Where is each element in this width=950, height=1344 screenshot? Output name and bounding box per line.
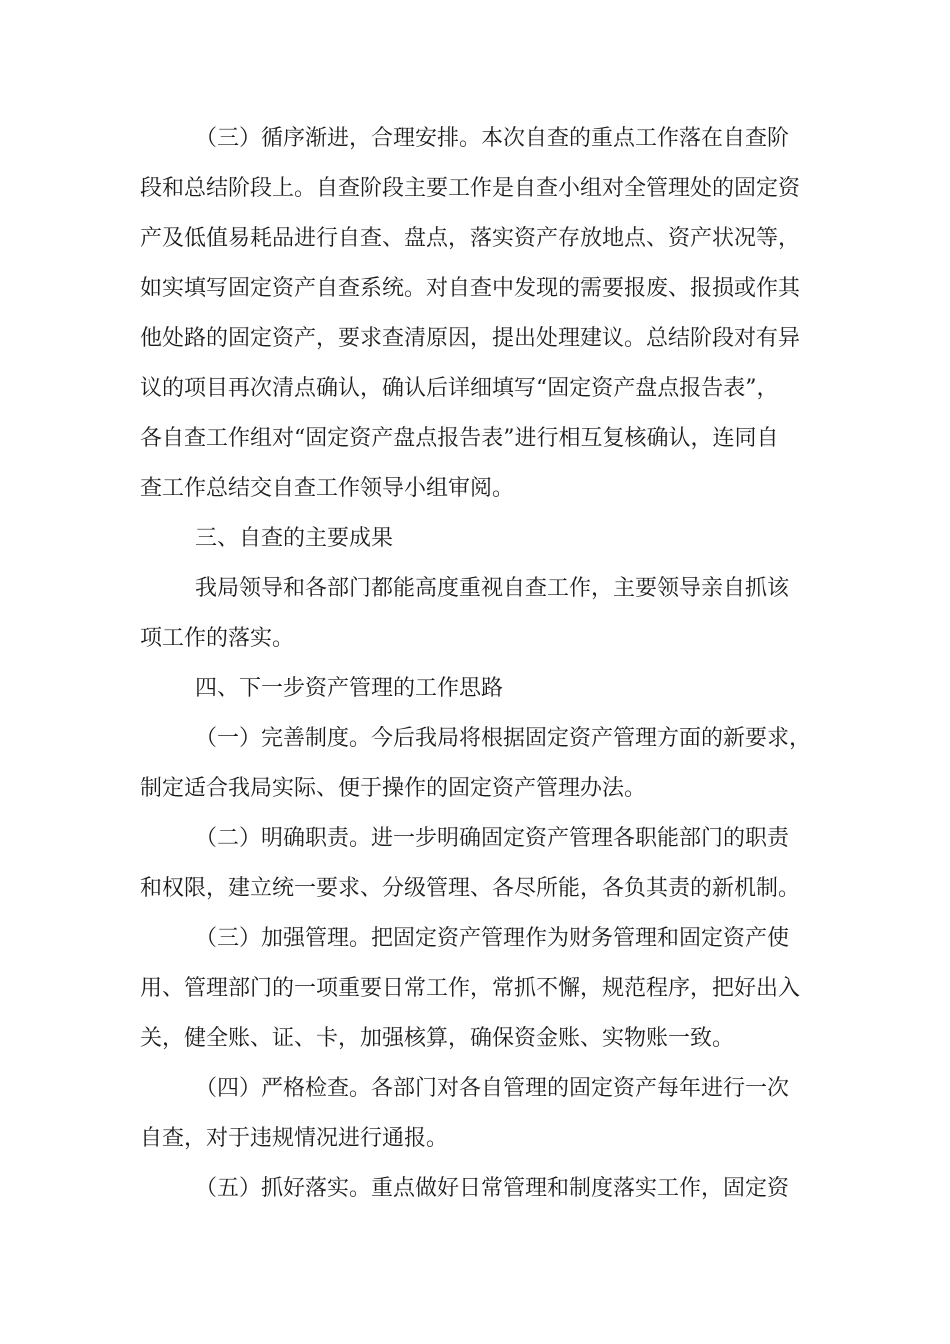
paragraph-line: 他处路的固定资产，要求查清原因，提出处理建议。总结阶段对有异 [140, 326, 801, 351]
section-heading: 三、自查的主要成果 [195, 526, 394, 551]
paragraph-line: 如实填写固定资产自查系统。对自查中发现的需要报废、报损或作其 [140, 276, 801, 301]
paragraph-line: 议的项目再次清点确认，确认后详细填写“固定资产盘点报告表”， [140, 376, 779, 401]
paragraph-line: 和权限，建立统一要求、分级管理、各尽所能，各负其责的新机制。 [140, 876, 801, 901]
paragraph-line: （一）完善制度。今后我局将根据固定资产管理方面的新要求， [195, 726, 812, 751]
paragraph-line: 我局领导和各部门都能高度重视自查工作，主要领导亲自抓该 [195, 576, 790, 601]
section-heading: 四、下一步资产管理的工作思路 [195, 676, 504, 701]
paragraph-line: 自查，对于违规情况进行通报。 [140, 1126, 449, 1151]
paragraph-line: 查工作总结交自查工作领导小组审阅。 [140, 476, 515, 501]
paragraph-line: （三）加强管理。把固定资产管理作为财务管理和固定资产使 [195, 926, 790, 951]
paragraph-line: 关，健全账、证、卡，加强核算，确保资金账、实物账一致。 [140, 1026, 735, 1051]
paragraph-line: 各自查工作组对“固定资产盘点报告表”进行相互复核确认，连同自 [140, 426, 779, 451]
paragraph-line: 产及低值易耗品进行自查、盘点，落实资产存放地点、资产状况等， [140, 226, 801, 251]
paragraph-line: 用、管理部门的一项重要日常工作，常抓不懈，规范程序，把好出入 [140, 976, 801, 1001]
paragraph-line: 项工作的落实。 [140, 626, 295, 651]
paragraph-line: （三）循序渐进，合理安排。本次自查的重点工作落在自查阶 [195, 126, 790, 151]
paragraph-line: 段和总结阶段上。自查阶段主要工作是自查小组对全管理处的固定资 [140, 176, 801, 201]
paragraph-line: （四）严格检查。各部门对各自管理的固定资产每年进行一次 [195, 1076, 790, 1101]
paragraph-line: （二）明确职责。进一步明确固定资产管理各职能部门的职责 [195, 826, 790, 851]
paragraph-line: （五）抓好落实。重点做好日常管理和制度落实工作，固定资 [195, 1176, 790, 1201]
paragraph-line: 制定适合我局实际、便于操作的固定资产管理办法。 [140, 776, 647, 801]
